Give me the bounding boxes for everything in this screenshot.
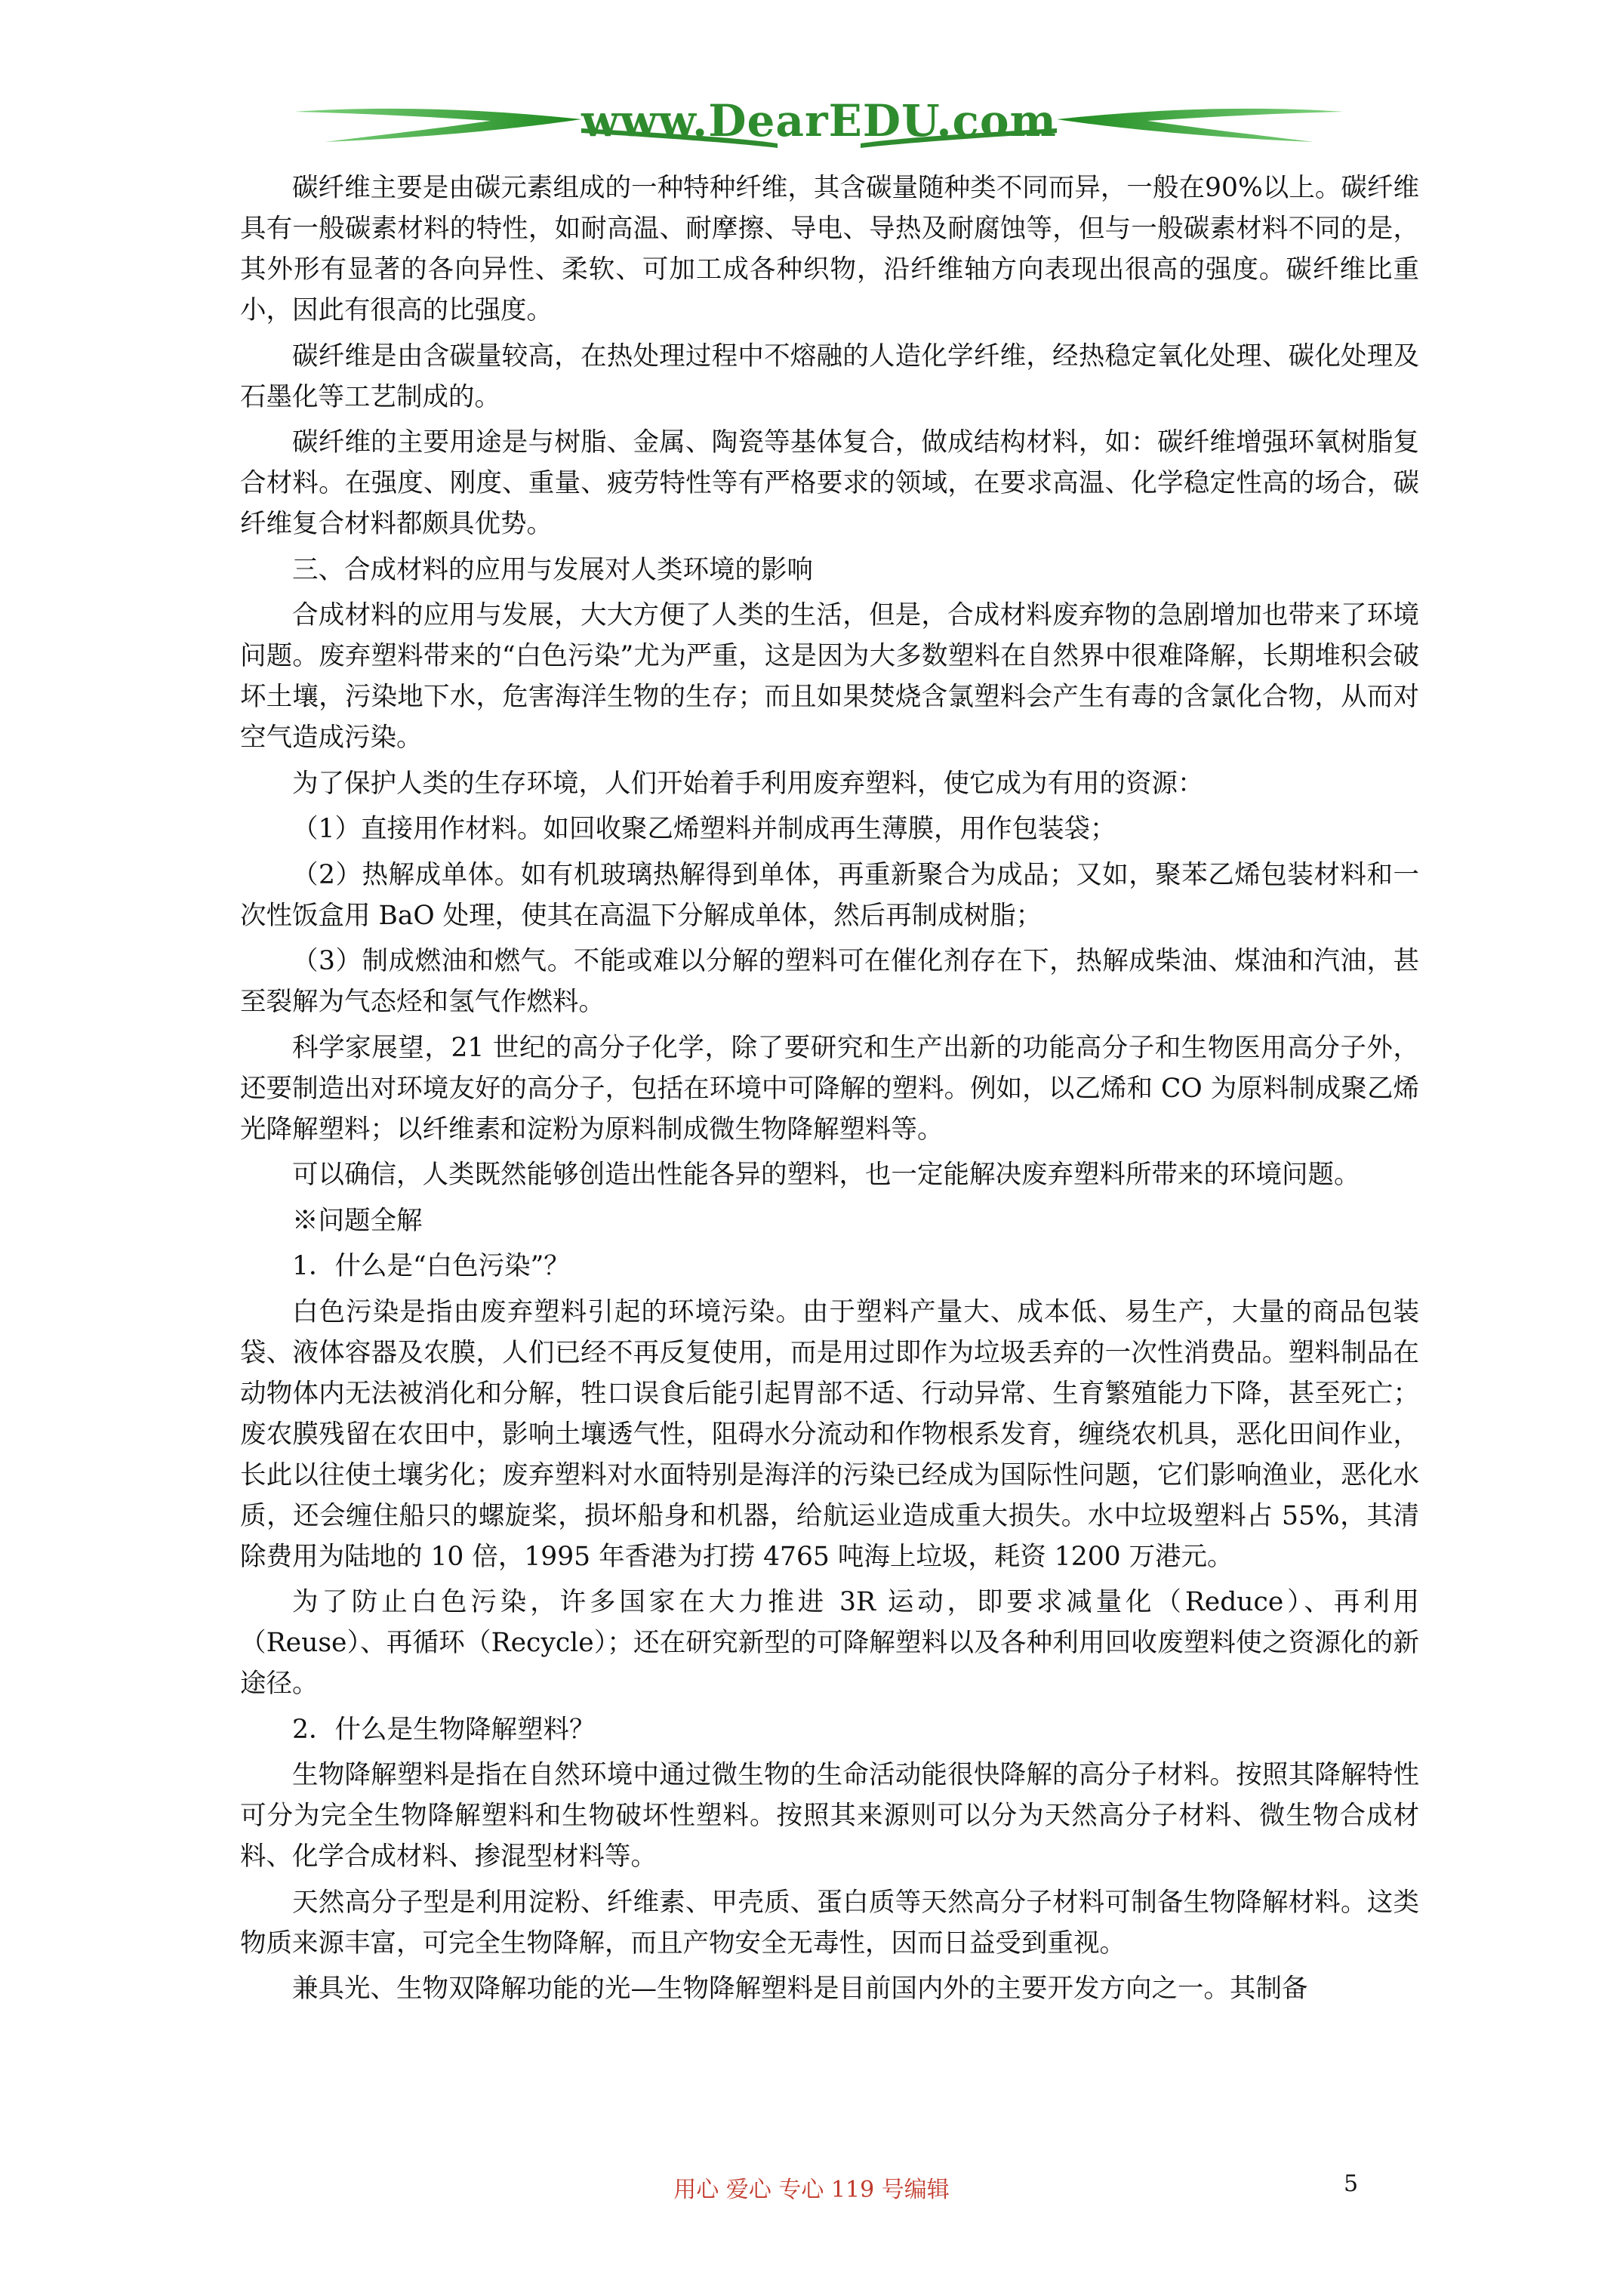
paragraph: 可以确信，人类既然能够创造出性能各异的塑料，也一定能解决废弃塑料所带来的环境问题。 (292, 1160, 1360, 1190)
paragraph: 生物降解塑料是指在自然环境中通过微生物的生命活动能很快降解的高分子材料。按照其降解特性可分为完全生物降解塑料和生物破坏性塑料。按照其来源则可以分为天然高分子材料、微生物合成材料、化学合成材料、掺混型材料等。 (240, 1760, 1419, 1872)
section-heading: 三、合成材料的应用与发展对人类环境的影响 (292, 554, 813, 585)
paragraph: 天然高分子型是利用淀粉、纤维素、甲壳质、蛋白质等天然高分子材料可制备生物降解材料。这类物质来源丰富，可完全生物降解，而且产物安全无毒性，因而日益受到重视。 (240, 1887, 1419, 1959)
page-number: 5 (1344, 2171, 1359, 2197)
paragraph: 碳纤维主要是由碳元素组成的一种特种纤维，其含碳量随种类不同而异，一般在90%以上。碳纤维具有一般碳素材料的特性，如耐高温、耐摩擦、导电、导热及耐腐蚀等，但与一般碳素材料不同的是，其外形有显著的各向异性、柔软、可加工成各种织物，沿纤维轴方向表现出很高的强度。碳纤维比重小，因此有很高的比强度。 (240, 173, 1419, 325)
paragraph: 为了保护人类的生存环境，人们开始着手利用废弃塑料，使它成为有用的资源： (292, 768, 1204, 799)
paragraph: 碳纤维是由含碳量较高，在热处理过程中不熔融的人造化学纤维，经热稳定氧化处理、碳化处理及石墨化等工艺制成的。 (240, 341, 1419, 412)
list-item: （1）直接用作材料。如回收聚乙烯塑料并制成再生薄膜，用作包装袋； (292, 814, 1116, 844)
paragraph: 为了防止白色污染，许多国家在大力推进 3R 运动，即要求减量化（Reduce）、再利用（Reuse）、再循环（Recycle）；还在研究新型的可降解塑料以及各种利用回收废塑料使之资源化的新途径。 (240, 1587, 1419, 1699)
section-heading: ※问题全解 (292, 1205, 423, 1236)
question-heading: 2．什么是生物降解塑料？ (292, 1714, 596, 1745)
footer-text: 用心 爱心 专心 119 号编辑 (673, 2177, 950, 2203)
paragraph: 兼具光、生物双降解功能的光—生物降解塑料是目前国内外的主要开发方向之一。其制备 (292, 1974, 1308, 2004)
question-heading: 1．什么是“白色污染”？ (292, 1251, 570, 1281)
list-item: （3）制成燃油和燃气。不能或难以分解的塑料可在催化剂存在下，热解成柴油、煤油和汽油，甚至裂解为气态烃和氢气作燃料。 (240, 946, 1419, 1017)
paragraph: 白色污染是指由废弃塑料引起的环境污染。由于塑料产量大、成本低、易生产，大量的商品包装袋、液体容器及农膜，人们已经不再反复使用，而是用过即作为垃圾丢弃的一次性消费品。塑料制品在动物体内无法被消化和分解，牲口误食后能引起胃部不适、行动异常、生育繁殖能力下降，甚至死亡；废农膜残留在农田中，影响土壤透气性，阻碍水分流动和作物根系发育，缠绕农机具，恶化田间作业，长此以往使土壤劣化；废弃塑料对水面特别是海洋的污染已经成为国际性问题，它们影响渔业，恶化水质，还会缠住船只的螺旋桨，损坏船身和机器，给航运业造成重大损失。水中垃圾塑料占 55%，其清除费用为陆地的 10 倍，1995 年香港为打捞 4765 吨海上垃圾，耗资 1200 万港元。 (240, 1296, 1419, 1572)
paragraph: 合成材料的应用与发展，大大方便了人类的生活，但是，合成材料废弃物的急剧增加也带来了环境问题。废弃塑料带来的“白色污染”尤为严重，这是因为大多数塑料在自然界中很难降解，长期堆积会破坏土壤，污染地下水，危害海洋生物的生存；而且如果焚烧含氯塑料会产生有毒的含氯化合物，从而对空气造成污染。 (240, 600, 1419, 753)
site-logo-text: www.DearEDU.com (581, 95, 1057, 146)
list-item: （2）热解成单体。如有机玻璃热解得到单体，再重新聚合为成品；又如，聚苯乙烯包装材料和一次性饭盒用 BaO 处理，使其在高温下分解成单体，然后再制成树脂； (240, 859, 1419, 931)
site-logo-banner (294, 89, 1344, 172)
paragraph: 碳纤维的主要用途是与树脂、金属、陶瓷等基体复合，做成结构材料，如：碳纤维增强环氧树脂复合材料。在强度、刚度、重量、疲劳特性等有严格要求的领域，在要求高温、化学稳定性高的场合，碳纤维复合材料都颇具优势。 (240, 427, 1419, 539)
article-body (240, 168, 1419, 2014)
paragraph: 科学家展望，21 世纪的高分子化学，除了要研究和生产出新的功能高分子和生物医用高分子外，还要制造出对环境友好的高分子，包括在环境中可降解的塑料。例如，以乙烯和 CO 为原料制成聚乙烯光降解塑料；以纤维素和淀粉为原料制成微生物降解塑料等。 (240, 1032, 1419, 1145)
